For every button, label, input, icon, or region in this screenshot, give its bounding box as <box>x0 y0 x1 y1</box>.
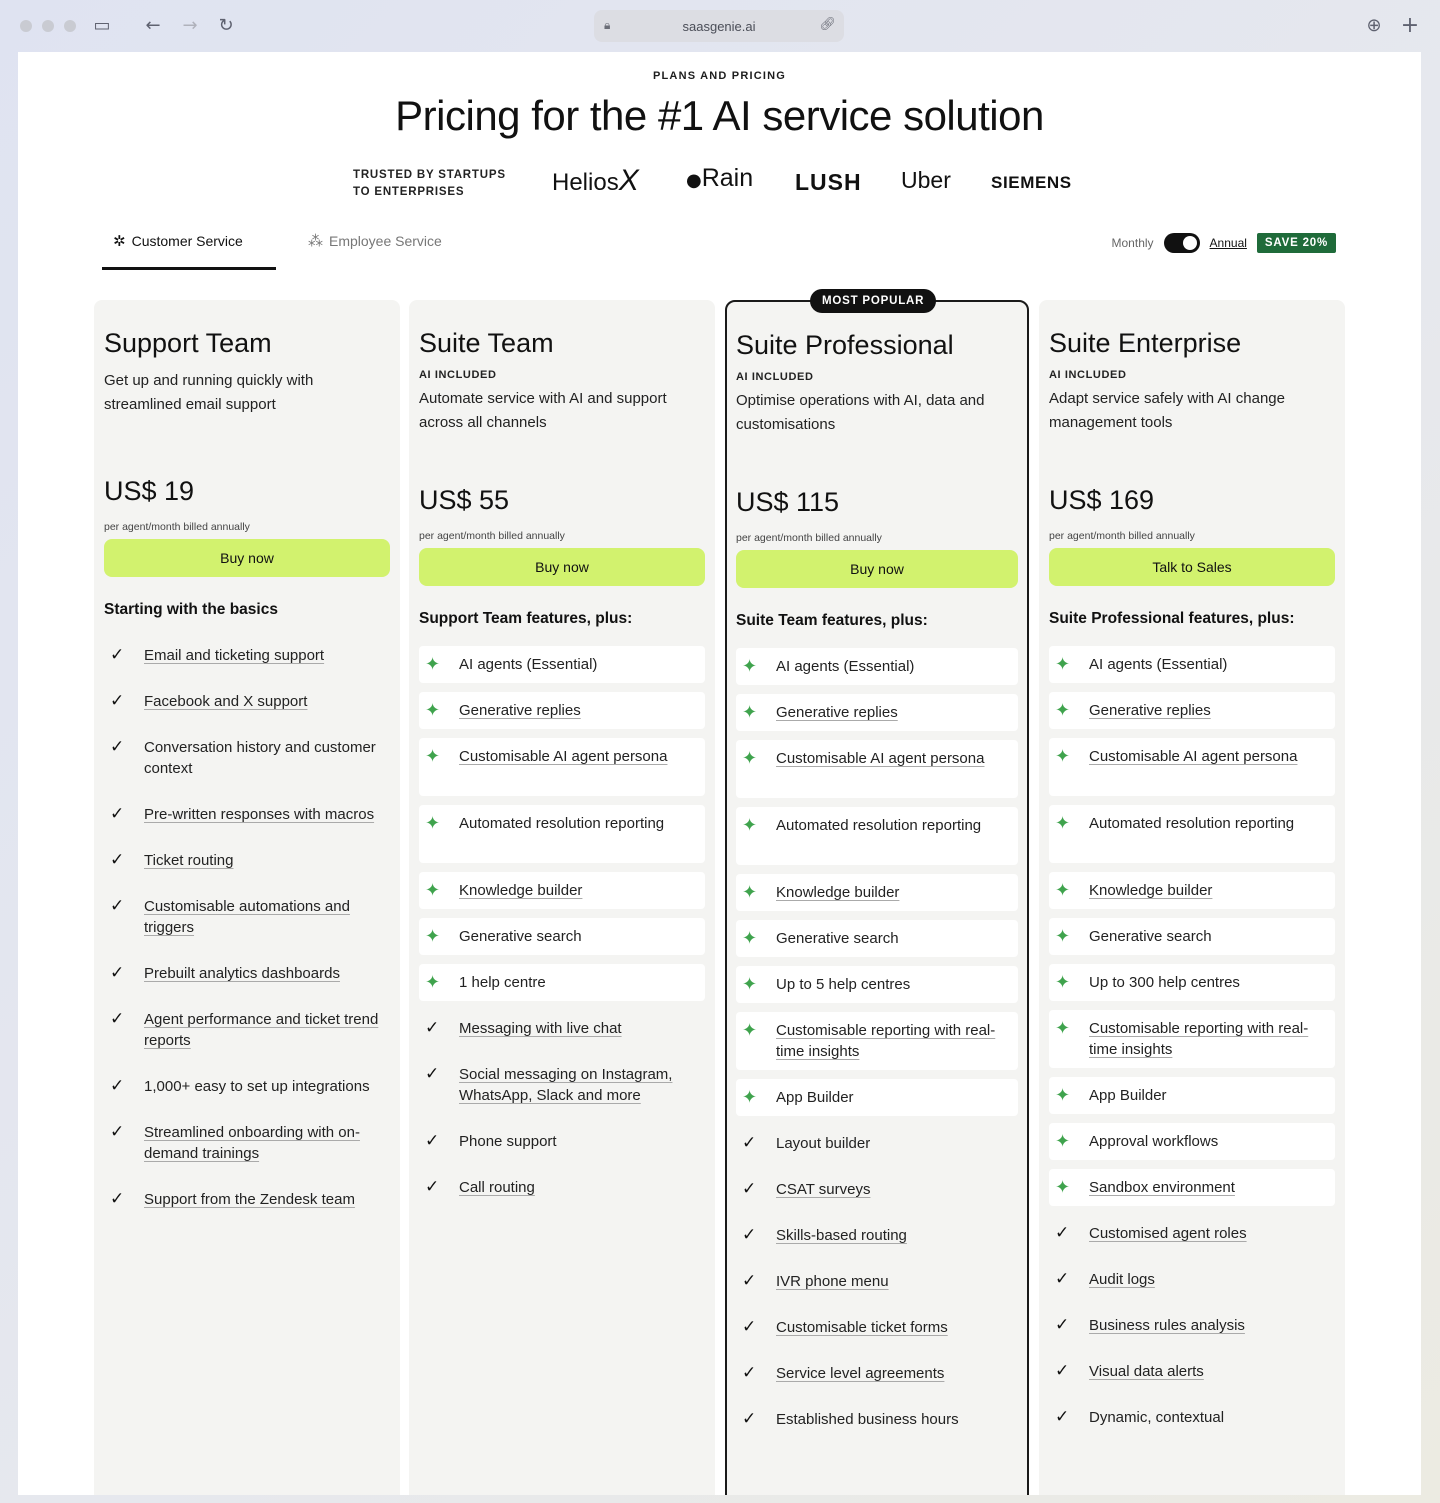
ai-sparkle-icon: ✦ <box>1055 1177 1071 1198</box>
ai-sparkle-icon: ✦ <box>1055 972 1071 993</box>
feature-list <box>736 648 1018 1438</box>
new-tab-icon[interactable]: + <box>1400 13 1420 38</box>
feature-list <box>104 637 390 1218</box>
feature-label[interactable]: IVR phone menu <box>776 1273 889 1290</box>
feature-label: Generative search <box>1089 928 1212 945</box>
feature-item[interactable] <box>736 1309 1018 1346</box>
feature-label[interactable]: Customisable automations and triggers <box>144 898 350 936</box>
checkmark-icon: ✓ <box>110 850 125 870</box>
trusted-line-2: TO ENTERPRISES <box>353 186 465 198</box>
ai-sparkle-icon: ✦ <box>425 880 441 901</box>
plan-price: US$ 19 <box>104 476 195 506</box>
tab-employee-service-label: Employee Service <box>329 233 442 249</box>
feature-label[interactable]: Customised agent roles <box>1089 1225 1247 1242</box>
lush-logo: LUSH <box>795 169 862 195</box>
feature-label[interactable]: Prebuilt analytics dashboards <box>144 965 340 982</box>
feature-label[interactable]: Customisable AI agent persona <box>776 750 985 767</box>
active-tab-indicator <box>102 267 276 270</box>
feature-item[interactable] <box>419 738 705 796</box>
tab-employee-service[interactable] <box>308 232 442 250</box>
checkmark-icon: ✓ <box>742 1363 757 1383</box>
ai-sparkle-icon: ✦ <box>742 702 758 723</box>
ai-sparkle-icon: ✦ <box>742 974 758 995</box>
checkmark-icon: ✓ <box>425 1018 440 1038</box>
feature-label: Automated resolution reporting <box>1089 815 1295 832</box>
window-controls[interactable] <box>20 20 76 32</box>
ai-sparkle-icon: ✦ <box>1055 746 1071 767</box>
plan-description: Get up and running quickly with streamlined email support <box>104 372 314 413</box>
browser-toolbar <box>0 0 1440 52</box>
feature-item <box>419 805 705 863</box>
feature-item <box>1049 1077 1335 1114</box>
feature-item <box>736 648 1018 685</box>
feature-item[interactable] <box>1049 692 1335 729</box>
feature-item[interactable] <box>736 740 1018 798</box>
feature-item <box>419 918 705 955</box>
checkmark-icon: ✓ <box>110 804 125 824</box>
feature-item <box>1049 646 1335 683</box>
feature-label[interactable]: Visual data alerts <box>1089 1363 1204 1380</box>
feature-item[interactable] <box>736 1012 1018 1070</box>
heliosx-logo-text: Helios <box>552 169 619 196</box>
feature-label[interactable]: Knowledge builder <box>459 882 583 899</box>
buy-now-button[interactable]: Buy now <box>104 539 390 577</box>
feature-label[interactable]: Customisable AI agent persona <box>459 748 668 765</box>
feature-item[interactable] <box>419 872 705 909</box>
plan-name: Suite Professional <box>736 330 954 360</box>
feature-label[interactable]: Knowledge builder <box>776 884 900 901</box>
ai-included-label: AI INCLUDED <box>1049 369 1127 381</box>
feature-label[interactable]: Generative replies <box>1089 702 1211 719</box>
feature-item <box>1049 1123 1335 1160</box>
feature-item[interactable] <box>1049 1010 1335 1068</box>
ai-sparkle-icon: ✦ <box>1055 700 1071 721</box>
address-bar[interactable] <box>594 10 844 42</box>
monthly-label[interactable]: Monthly <box>1111 236 1154 250</box>
feature-label[interactable]: Customisable ticket forms <box>776 1319 948 1336</box>
ai-sparkle-icon: ✦ <box>742 1087 758 1108</box>
feature-label[interactable]: Pre-written responses with macros <box>144 806 375 823</box>
feature-item <box>736 966 1018 1003</box>
page-title: Pricing for the #1 AI service solution <box>395 92 1044 139</box>
plan-description: Adapt service safely with AI change management tools <box>1049 390 1285 431</box>
trusted-label <box>353 167 506 201</box>
feature-list <box>419 646 705 1206</box>
billing-note: per agent/month billed annually <box>1049 530 1195 542</box>
feature-item[interactable] <box>1049 1353 1335 1390</box>
feature-item[interactable] <box>104 1114 390 1172</box>
employee-service-icon: ⁂ <box>308 232 323 250</box>
checkmark-icon: ✓ <box>742 1317 757 1337</box>
billing-toggle-group <box>1112 233 1336 253</box>
link-icon[interactable]: 🔗︎ <box>819 17 836 32</box>
feature-item <box>104 729 390 787</box>
feature-item[interactable] <box>736 1355 1018 1392</box>
feature-item <box>419 1123 705 1160</box>
feature-item <box>1049 964 1335 1001</box>
feature-item[interactable] <box>104 842 390 879</box>
feature-list <box>1049 646 1335 1436</box>
checkmark-icon: ✓ <box>110 645 125 665</box>
feature-label[interactable]: Customisable AI agent persona <box>1089 748 1298 765</box>
heliosx-logo-mark: X <box>618 164 639 197</box>
feature-label[interactable]: Customisable reporting with real-time insights <box>1089 1020 1309 1058</box>
plan-price: US$ 115 <box>736 487 840 517</box>
ai-sparkle-icon: ✦ <box>425 746 441 767</box>
checkmark-icon: ✓ <box>742 1271 757 1291</box>
feature-label[interactable]: Generative replies <box>459 702 581 719</box>
reload-icon[interactable]: ↻ <box>218 15 234 36</box>
checkmark-icon: ✓ <box>1055 1269 1070 1289</box>
feature-item[interactable] <box>1049 1169 1335 1206</box>
billing-period-toggle[interactable] <box>1164 233 1200 253</box>
features-heading: Suite Team features, plus: <box>736 612 928 629</box>
ai-sparkle-icon: ✦ <box>1055 654 1071 675</box>
feature-item <box>419 964 705 1001</box>
feature-label[interactable]: Call routing <box>459 1179 535 1196</box>
feature-item[interactable] <box>736 694 1018 731</box>
feature-item <box>419 646 705 683</box>
ai-sparkle-icon: ✦ <box>1055 1131 1071 1152</box>
checkmark-icon: ✓ <box>742 1133 757 1153</box>
feature-label[interactable]: Messaging with live chat <box>459 1020 622 1037</box>
close-window-button[interactable] <box>20 20 32 32</box>
feature-item <box>736 920 1018 957</box>
checkmark-icon: ✓ <box>110 963 125 983</box>
feature-label: Layout builder <box>776 1135 871 1152</box>
feature-label: AI agents (Essential) <box>776 658 915 675</box>
feature-label: Automated resolution reporting <box>776 817 982 834</box>
checkmark-icon: ✓ <box>1055 1361 1070 1381</box>
feature-item[interactable] <box>1049 1307 1335 1344</box>
ai-sparkle-icon: ✦ <box>742 748 758 769</box>
ai-sparkle-icon: ✦ <box>742 928 758 949</box>
feature-label[interactable]: Generative replies <box>776 704 898 721</box>
checkmark-icon: ✓ <box>1055 1223 1070 1243</box>
feature-label: Generative search <box>459 928 582 945</box>
siemens-logo: SIEMENS <box>991 173 1072 192</box>
checkmark-icon: ✓ <box>110 737 125 757</box>
feature-label[interactable]: Customisable reporting with real-time insights <box>776 1022 996 1060</box>
feature-item <box>736 1125 1018 1162</box>
plan-price: US$ 55 <box>419 485 510 515</box>
back-arrow-icon[interactable]: ← <box>145 15 161 36</box>
feature-label: Up to 5 help centres <box>776 976 911 993</box>
feature-item[interactable] <box>419 1010 705 1047</box>
feature-item[interactable] <box>419 692 705 729</box>
minimize-window-button[interactable] <box>42 20 54 32</box>
billing-note: per agent/month billed annually <box>736 532 882 544</box>
plan-card-suite-enterprise <box>1039 300 1345 1495</box>
tab-customer-service[interactable] <box>113 232 243 250</box>
feature-item[interactable] <box>104 888 390 946</box>
checkmark-icon: ✓ <box>110 896 125 916</box>
feature-label[interactable]: Sandbox environment <box>1089 1179 1235 1196</box>
ai-sparkle-icon: ✦ <box>742 656 758 677</box>
checkmark-icon: ✓ <box>742 1225 757 1245</box>
ai-sparkle-icon: ✦ <box>1055 880 1071 901</box>
features-heading: Starting with the basics <box>104 601 278 618</box>
buy-now-button[interactable]: Buy now <box>419 548 705 586</box>
uber-logo: Uber <box>901 167 951 193</box>
lock-icon: 🔒︎ <box>604 18 611 32</box>
feature-item <box>104 1068 390 1105</box>
feature-item[interactable] <box>736 1171 1018 1208</box>
feature-label[interactable]: Business rules analysis <box>1089 1317 1245 1334</box>
ai-sparkle-icon: ✦ <box>425 700 441 721</box>
heliosx-logo <box>552 164 639 198</box>
eyebrow: PLANS AND PRICING <box>652 70 787 82</box>
feature-item[interactable] <box>1049 1215 1335 1252</box>
feature-item[interactable] <box>104 796 390 833</box>
feature-item[interactable] <box>419 1169 705 1206</box>
ai-sparkle-icon: ✦ <box>1055 1018 1071 1039</box>
checkmark-icon: ✓ <box>742 1409 757 1429</box>
most-popular-badge: MOST POPULAR <box>810 289 936 313</box>
checkmark-icon: ✓ <box>742 1179 757 1199</box>
save-badge: SAVE 20% <box>1257 233 1336 253</box>
rain-logo <box>686 164 753 193</box>
feature-label: Dynamic, contextual <box>1089 1409 1225 1426</box>
feature-label[interactable]: Skills-based routing <box>776 1227 907 1244</box>
rain-logo-text: Rain <box>701 164 754 192</box>
ai-sparkle-icon: ✦ <box>1055 813 1071 834</box>
checkmark-icon: ✓ <box>110 691 125 711</box>
trusted-line-1: TRUSTED BY STARTUPS <box>353 169 506 181</box>
features-heading: Support Team features, plus: <box>419 610 633 627</box>
plan-card-suite-team <box>409 300 715 1495</box>
buy-now-button[interactable]: Buy now <box>736 550 1018 588</box>
ai-sparkle-icon: ✦ <box>742 1020 758 1041</box>
plan-price: US$ 169 <box>1049 485 1155 515</box>
feature-label: Phone support <box>459 1133 557 1150</box>
feature-label[interactable]: Facebook and X support <box>144 693 308 710</box>
feature-label[interactable]: Ticket routing <box>144 852 234 869</box>
feature-label: Established business hours <box>776 1411 959 1428</box>
feature-label[interactable]: CSAT surveys <box>776 1181 871 1198</box>
feature-label[interactable]: Streamlined onboarding with on-demand trainings <box>144 1124 360 1162</box>
feature-label: App Builder <box>776 1089 854 1106</box>
feature-item <box>736 807 1018 865</box>
plan-name: Suite Team <box>419 328 554 358</box>
plan-name: Support Team <box>104 328 272 358</box>
feature-label: 1,000+ easy to set up integrations <box>144 1078 370 1095</box>
ai-sparkle-icon: ✦ <box>742 815 758 836</box>
plan-description: Optimise operations with AI, data and customisations <box>736 392 985 433</box>
feature-label: AI agents (Essential) <box>1089 656 1228 673</box>
feature-item <box>1049 805 1335 863</box>
drop-icon: ● <box>686 170 702 191</box>
feature-label: Up to 300 help centres <box>1089 974 1240 991</box>
feature-label[interactable]: Knowledge builder <box>1089 882 1213 899</box>
feature-item[interactable] <box>104 1001 390 1059</box>
feature-item[interactable] <box>104 637 390 674</box>
feature-label: Approval workflows <box>1089 1133 1219 1150</box>
ai-sparkle-icon: ✦ <box>425 813 441 834</box>
feature-label[interactable]: Social messaging on Instagram, WhatsApp, Slack and more <box>459 1066 673 1104</box>
ai-included-label: AI INCLUDED <box>736 371 814 383</box>
checkmark-icon: ✓ <box>1055 1315 1070 1335</box>
feature-label: 1 help centre <box>459 974 546 991</box>
feature-item[interactable] <box>1049 872 1335 909</box>
feature-label[interactable]: Support from the Zendesk team <box>144 1191 355 1208</box>
feature-item[interactable] <box>736 1217 1018 1254</box>
feature-label: Conversation history and customer context <box>144 739 376 777</box>
url-text: saasgenie.ai <box>682 18 756 34</box>
feature-label: Automated resolution reporting <box>459 815 665 832</box>
plan-card-suite-professional <box>725 295 1029 1495</box>
checkmark-icon: ✓ <box>110 1189 125 1209</box>
feature-item[interactable] <box>1049 1261 1335 1298</box>
checkmark-icon: ✓ <box>110 1076 125 1096</box>
feature-item[interactable] <box>736 874 1018 911</box>
zoom-window-button[interactable] <box>64 20 76 32</box>
checkmark-icon: ✓ <box>425 1177 440 1197</box>
plan-name: Suite Enterprise <box>1049 328 1242 358</box>
feature-item[interactable] <box>104 683 390 720</box>
billing-note: per agent/month billed annually <box>104 521 250 533</box>
feature-item <box>736 1079 1018 1116</box>
forward-arrow-icon[interactable]: → <box>182 15 198 36</box>
feature-item <box>1049 1399 1335 1436</box>
plan-description: Automate service with AI and support across all channels <box>419 390 667 431</box>
feature-item[interactable] <box>104 1181 390 1218</box>
feature-label: App Builder <box>1089 1087 1167 1104</box>
feature-label[interactable]: Agent performance and ticket trend reports <box>144 1011 379 1049</box>
ai-sparkle-icon: ✦ <box>425 654 441 675</box>
feature-label: AI agents (Essential) <box>459 656 598 673</box>
feature-label[interactable]: Email and ticketing support <box>144 647 325 664</box>
feature-label: Generative search <box>776 930 899 947</box>
feature-label[interactable]: Service level agreements <box>776 1365 945 1382</box>
checkmark-icon: ✓ <box>425 1064 440 1084</box>
billing-note: per agent/month billed annually <box>419 530 565 542</box>
features-heading: Suite Professional features, plus: <box>1049 610 1295 627</box>
ai-included-label: AI INCLUDED <box>419 369 497 381</box>
feature-item <box>736 1401 1018 1438</box>
feature-item[interactable] <box>1049 738 1335 796</box>
checkmark-icon: ✓ <box>1055 1407 1070 1427</box>
talk-to-sales-button[interactable]: Talk to Sales <box>1049 548 1335 586</box>
ai-sparkle-icon: ✦ <box>425 926 441 947</box>
checkmark-icon: ✓ <box>110 1122 125 1142</box>
tab-customer-service-label: Customer Service <box>131 233 243 249</box>
feature-label[interactable]: Audit logs <box>1089 1271 1155 1288</box>
ai-sparkle-icon: ✦ <box>1055 926 1071 947</box>
feature-item[interactable] <box>104 955 390 992</box>
plan-card-support-team <box>94 300 400 1495</box>
feature-item[interactable] <box>419 1056 705 1114</box>
feature-item[interactable] <box>736 1263 1018 1300</box>
annual-label[interactable]: Annual <box>1209 236 1247 250</box>
download-icon[interactable]: ⊕ <box>1366 15 1382 36</box>
sidebar-icon[interactable]: ▭ <box>93 15 111 36</box>
ai-sparkle-icon: ✦ <box>1055 1085 1071 1106</box>
page <box>18 52 1421 1495</box>
feature-item <box>1049 918 1335 955</box>
customer-service-icon: ✲ <box>113 232 126 250</box>
ai-sparkle-icon: ✦ <box>742 882 758 903</box>
ai-sparkle-icon: ✦ <box>425 972 441 993</box>
checkmark-icon: ✓ <box>425 1131 440 1151</box>
checkmark-icon: ✓ <box>110 1009 125 1029</box>
